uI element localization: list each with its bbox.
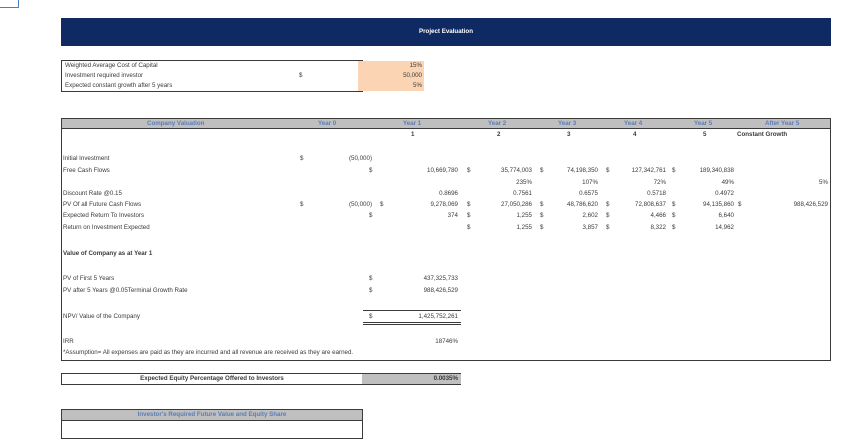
equity-percentage-value[interactable]: 0.0035% [362,374,461,384]
npv-value: 1,425,752,261 [418,313,458,320]
return-year1: 374 [447,212,458,219]
year-number: 3 [567,131,571,138]
fcf-year5: 189,340,838 [699,167,734,174]
roi-year5: 14,962 [715,224,734,231]
pv-year2: 27,050,286 [501,201,532,208]
growth-year4: 72% [653,179,666,186]
currency-symbol: $ [467,201,471,208]
initial-investment-year0: (50,000) [348,155,372,162]
npv-double-underline-1 [363,322,461,323]
discount-year4: 0.5718 [647,190,666,197]
currency-symbol: $ [369,287,373,294]
pv-after-5-years-value: 988,426,529 [423,287,458,294]
npv-double-underline-2 [363,324,461,325]
year-number: 1 [411,131,415,138]
input-row-growth [62,81,422,91]
investor-future-value-header: Investor's Required Future Value and Equity Share [62,410,362,421]
currency-symbol: $ [738,201,742,208]
input-value[interactable]: 15% [358,61,424,71]
row-label-discount-rate: Discount Rate @0.15 [63,190,122,197]
return-year3: 2,602 [582,212,598,219]
currency-symbol: $ [369,275,373,282]
growth-year2: 235% [516,179,532,186]
currency-symbol: $ [606,224,610,231]
discount-year3: 0.6575 [579,190,598,197]
equity-percentage-row [61,373,461,385]
pv-first-5-years-value: 437,325,733 [423,275,458,282]
year-4-header: Year 4 [624,120,643,127]
input-value[interactable]: 5% [358,81,424,91]
after-year-5-header: After Year 5 [765,120,800,127]
currency-symbol: $ [300,201,304,208]
discount-year1: 0.8696 [439,190,458,197]
growth-after-year5: 5% [819,179,828,186]
irr-label: IRR [63,338,74,345]
growth-year3: 107% [582,179,598,186]
constant-growth-label: Constant Growth [737,131,788,138]
input-row-wacc [62,61,422,71]
row-label-initial-investment: Initial Investment [63,155,110,162]
input-label: Weighted Average Cost of Capital [65,62,158,69]
fcf-year2: 35,774,003 [501,167,532,174]
pv-first-5-years-label: PV of First 5 Years [63,275,115,282]
return-year5: 6,640 [718,212,734,219]
currency-symbol: $ [369,212,373,219]
row-label-expected-return: Expected Return To Investors [63,212,145,219]
return-year4: 4,466 [650,212,666,219]
currency-symbol: $ [606,212,610,219]
currency-symbol: $ [540,167,544,174]
currency-symbol: $ [606,201,610,208]
year-number: 4 [633,131,637,138]
pv-year4: 72,808,637 [635,201,666,208]
inputs-table [61,60,422,92]
row-label-roi-expected: Return on Investment Expected [63,224,150,231]
currency-symbol: $ [540,201,544,208]
npv-label: NPV/ Value of the Company [63,313,140,320]
valuation-header-row [61,118,831,129]
pv-after-5-years-label: PV after 5 Years @0.05Terminal Growth Rate [63,287,188,294]
value-of-company-heading: Value of Company as at Year 1 [63,250,153,257]
pv-year3: 48,786,620 [567,201,598,208]
year-2-header: Year 2 [488,120,507,127]
currency-symbol: $ [540,224,544,231]
currency-symbol: $ [467,167,471,174]
year-1-header: Year 1 [403,120,422,127]
discount-year5: 0.4972 [715,190,734,197]
currency-symbol: $ [369,313,373,320]
row-label-free-cash-flows: Free Cash Flows [63,167,110,174]
pv-year1: 9,278,069 [430,201,458,208]
page-title: Project Evaluation [61,18,831,46]
input-currency: $ [299,72,303,79]
fcf-year4: 127,342,761 [631,167,666,174]
return-year2: 1,255 [516,212,532,219]
year-5-header: Year 5 [694,120,713,127]
currency-symbol: $ [672,224,676,231]
currency-symbol: $ [672,212,676,219]
cell-selection-corner[interactable] [0,0,19,8]
currency-symbol: $ [672,201,676,208]
input-value[interactable]: 50,000 [358,71,424,81]
fcf-year3: 74,198,350 [567,167,598,174]
year-3-header: Year 3 [558,120,577,127]
currency-symbol: $ [606,167,610,174]
currency-symbol: $ [672,167,676,174]
input-label: Expected constant growth after 5 years [65,82,173,89]
pv-year5: 94,135,860 [703,201,734,208]
equity-percentage-label: Expected Equity Percentage Offered to Investors [140,375,284,382]
pv-after-year5: 988,426,529 [793,201,828,208]
discount-year2: 0.7561 [513,190,532,197]
growth-year5: 49% [721,179,734,186]
currency-symbol: $ [300,155,304,162]
npv-top-border [363,310,461,311]
company-valuation-header: Company Valuation [147,120,205,127]
row-label-pv-future: PV Of all Future Cash Flows [63,201,142,208]
currency-symbol: $ [467,212,471,219]
roi-year2: 1,255 [516,224,532,231]
currency-symbol: $ [369,167,373,174]
year-0-header: Year 0 [318,120,337,127]
year-number: 5 [703,131,707,138]
input-row-investment [62,71,422,81]
year-number: 2 [497,131,501,138]
roi-year3: 3,857 [582,224,598,231]
fcf-year1: 10,669,780 [427,167,458,174]
assumption-note: *Assumption= All expenses are paid as they are incurred and all revenue are received as they are earned. [63,349,354,356]
pv-year0: (50,000) [348,201,372,208]
currency-symbol: $ [380,201,384,208]
irr-value: 18746% [435,338,458,345]
currency-symbol: $ [540,212,544,219]
input-label: Investment required investor [65,72,144,79]
roi-year4: 8,322 [650,224,666,231]
currency-symbol: $ [467,224,471,231]
